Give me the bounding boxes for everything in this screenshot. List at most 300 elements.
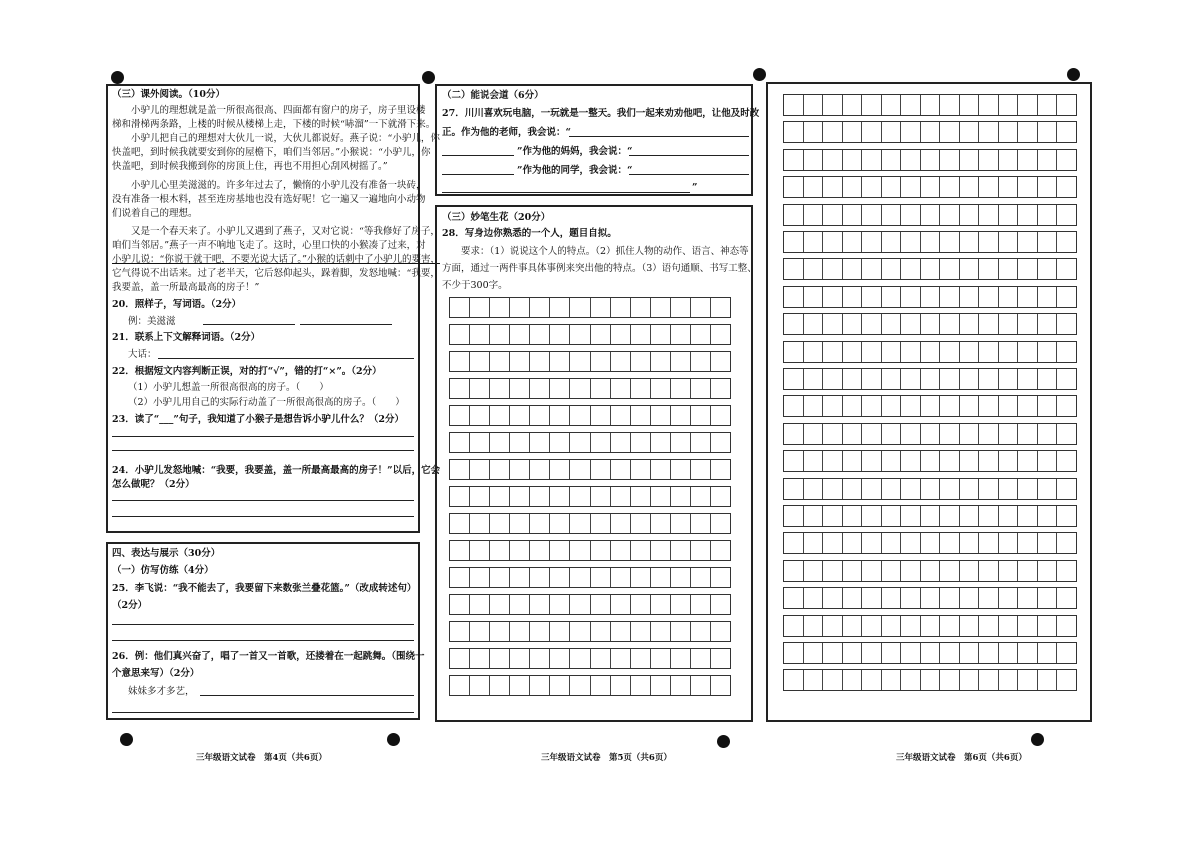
grid-cell[interactable] (979, 369, 999, 389)
grid-cell[interactable] (784, 122, 804, 142)
grid-cell[interactable] (804, 342, 824, 362)
grid-cell[interactable] (490, 568, 510, 587)
grid-cell[interactable] (550, 406, 570, 425)
grid-cell[interactable] (979, 616, 999, 636)
grid-cell[interactable] (784, 232, 804, 252)
grid-cell[interactable] (1018, 643, 1038, 663)
grid-cell[interactable] (651, 352, 671, 371)
grid-cell[interactable] (1018, 588, 1038, 608)
grid-cell[interactable] (804, 232, 824, 252)
grid-cell[interactable] (490, 514, 510, 533)
grid-cell[interactable] (611, 352, 631, 371)
grid-cell[interactable] (901, 451, 921, 471)
grid-cell[interactable] (570, 622, 590, 641)
grid-cell[interactable] (1018, 396, 1038, 416)
grid-cell[interactable] (804, 588, 824, 608)
grid-cell[interactable] (921, 232, 941, 252)
grid-cell[interactable] (960, 424, 980, 444)
grid-cell[interactable] (470, 298, 490, 317)
grid-cell[interactable] (1038, 424, 1058, 444)
grid-cell[interactable] (591, 514, 611, 533)
grid-cell[interactable] (862, 506, 882, 526)
grid-cell[interactable] (862, 561, 882, 581)
grid-cell[interactable] (921, 205, 941, 225)
grid-cell[interactable] (804, 561, 824, 581)
grid-cell[interactable] (671, 676, 691, 695)
grid-cell[interactable] (470, 352, 490, 371)
answer-line[interactable] (569, 136, 749, 137)
grid-cell[interactable] (784, 342, 804, 362)
grid-cell[interactable] (530, 649, 550, 668)
grid-cell[interactable] (843, 506, 863, 526)
grid-cell[interactable] (1018, 533, 1038, 553)
grid-cell[interactable] (882, 150, 902, 170)
grid-cell[interactable] (711, 325, 730, 344)
grid-cell[interactable] (570, 595, 590, 614)
grid-cell[interactable] (1038, 122, 1058, 142)
grid-cell[interactable] (711, 595, 730, 614)
grid-cell[interactable] (550, 541, 570, 560)
grid-cell[interactable] (843, 451, 863, 471)
grid-cell[interactable] (510, 568, 530, 587)
grid-cell[interactable] (570, 541, 590, 560)
grid-cell[interactable] (960, 287, 980, 307)
grid-cell[interactable] (691, 568, 711, 587)
answer-line[interactable] (158, 358, 414, 359)
grid-cell[interactable] (591, 541, 611, 560)
grid-cell[interactable] (1038, 643, 1058, 663)
grid-cell[interactable] (1038, 342, 1058, 362)
grid-cell[interactable] (591, 406, 611, 425)
grid-cell[interactable] (550, 487, 570, 506)
grid-cell[interactable] (843, 287, 863, 307)
grid-cell[interactable] (1038, 150, 1058, 170)
grid-cell[interactable] (570, 379, 590, 398)
grid-cell[interactable] (823, 670, 843, 690)
grid-cell[interactable] (570, 460, 590, 479)
grid-cell[interactable] (921, 314, 941, 334)
grid-cell[interactable] (651, 298, 671, 317)
grid-cell[interactable] (784, 479, 804, 499)
grid-cell[interactable] (651, 568, 671, 587)
grid-cell[interactable] (862, 122, 882, 142)
grid-cell[interactable] (671, 649, 691, 668)
grid-cell[interactable] (784, 205, 804, 225)
grid-cell[interactable] (450, 541, 470, 560)
grid-cell[interactable] (550, 379, 570, 398)
grid-cell[interactable] (999, 616, 1019, 636)
grid-cell[interactable] (450, 676, 470, 695)
grid-cell[interactable] (979, 396, 999, 416)
grid-cell[interactable] (611, 676, 631, 695)
grid-cell[interactable] (470, 676, 490, 695)
grid-cell[interactable] (901, 506, 921, 526)
grid-cell[interactable] (979, 643, 999, 663)
grid-cell[interactable] (862, 177, 882, 197)
grid-cell[interactable] (671, 433, 691, 452)
grid-cell[interactable] (450, 406, 470, 425)
grid-cell[interactable] (691, 649, 711, 668)
grid-cell[interactable] (470, 595, 490, 614)
grid-cell[interactable] (510, 622, 530, 641)
grid-cell[interactable] (510, 352, 530, 371)
grid-cell[interactable] (823, 205, 843, 225)
grid-cell[interactable] (651, 595, 671, 614)
grid-cell[interactable] (901, 616, 921, 636)
grid-cell[interactable] (999, 259, 1019, 279)
grid-cell[interactable] (450, 298, 470, 317)
grid-cell[interactable] (1018, 259, 1038, 279)
grid-cell[interactable] (999, 451, 1019, 471)
grid-cell[interactable] (882, 314, 902, 334)
grid-cell[interactable] (1038, 287, 1058, 307)
grid-cell[interactable] (671, 622, 691, 641)
grid-cell[interactable] (1057, 150, 1076, 170)
grid-cell[interactable] (1018, 670, 1038, 690)
grid-cell[interactable] (979, 177, 999, 197)
grid-cell[interactable] (979, 122, 999, 142)
grid-cell[interactable] (651, 487, 671, 506)
grid-cell[interactable] (631, 541, 651, 560)
grid-cell[interactable] (862, 342, 882, 362)
grid-cell[interactable] (921, 396, 941, 416)
grid-cell[interactable] (882, 369, 902, 389)
grid-cell[interactable] (490, 379, 510, 398)
grid-cell[interactable] (570, 406, 590, 425)
grid-cell[interactable] (940, 424, 960, 444)
grid-cell[interactable] (1018, 314, 1038, 334)
grid-cell[interactable] (823, 424, 843, 444)
grid-cell[interactable] (530, 325, 550, 344)
grid-cell[interactable] (450, 460, 470, 479)
grid-cell[interactable] (960, 479, 980, 499)
grid-cell[interactable] (804, 287, 824, 307)
answer-line[interactable] (112, 516, 414, 517)
grid-cell[interactable] (921, 533, 941, 553)
grid-cell[interactable] (921, 643, 941, 663)
grid-cell[interactable] (901, 232, 921, 252)
grid-cell[interactable] (960, 232, 980, 252)
grid-cell[interactable] (921, 561, 941, 581)
grid-cell[interactable] (651, 460, 671, 479)
grid-cell[interactable] (823, 533, 843, 553)
grid-cell[interactable] (651, 622, 671, 641)
answer-line[interactable] (112, 624, 414, 625)
grid-cell[interactable] (804, 479, 824, 499)
grid-cell[interactable] (843, 479, 863, 499)
grid-cell[interactable] (999, 342, 1019, 362)
grid-cell[interactable] (1057, 424, 1076, 444)
grid-cell[interactable] (1038, 670, 1058, 690)
grid-cell[interactable] (940, 314, 960, 334)
grid-cell[interactable] (591, 595, 611, 614)
grid-cell[interactable] (804, 533, 824, 553)
grid-cell[interactable] (1038, 177, 1058, 197)
grid-cell[interactable] (651, 379, 671, 398)
grid-cell[interactable] (823, 177, 843, 197)
grid-cell[interactable] (1057, 122, 1076, 142)
grid-cell[interactable] (450, 622, 470, 641)
grid-cell[interactable] (940, 177, 960, 197)
grid-cell[interactable] (882, 259, 902, 279)
grid-cell[interactable] (570, 676, 590, 695)
grid-cell[interactable] (1018, 424, 1038, 444)
grid-cell[interactable] (979, 479, 999, 499)
grid-cell[interactable] (550, 568, 570, 587)
grid-cell[interactable] (960, 177, 980, 197)
grid-cell[interactable] (882, 561, 902, 581)
grid-cell[interactable] (1057, 369, 1076, 389)
grid-cell[interactable] (999, 424, 1019, 444)
grid-cell[interactable] (490, 433, 510, 452)
grid-cell[interactable] (1057, 95, 1076, 115)
grid-cell[interactable] (862, 670, 882, 690)
grid-cell[interactable] (843, 643, 863, 663)
grid-cell[interactable] (784, 95, 804, 115)
grid-cell[interactable] (631, 379, 651, 398)
grid-cell[interactable] (999, 205, 1019, 225)
grid-cell[interactable] (530, 487, 550, 506)
grid-cell[interactable] (591, 379, 611, 398)
grid-cell[interactable] (470, 487, 490, 506)
grid-cell[interactable] (784, 259, 804, 279)
grid-cell[interactable] (711, 622, 730, 641)
grid-cell[interactable] (1038, 95, 1058, 115)
grid-cell[interactable] (999, 588, 1019, 608)
grid-cell[interactable] (611, 541, 631, 560)
grid-cell[interactable] (510, 595, 530, 614)
grid-cell[interactable] (631, 514, 651, 533)
grid-cell[interactable] (530, 595, 550, 614)
grid-cell[interactable] (611, 379, 631, 398)
grid-cell[interactable] (921, 451, 941, 471)
grid-cell[interactable] (671, 325, 691, 344)
grid-cell[interactable] (510, 514, 530, 533)
grid-cell[interactable] (510, 298, 530, 317)
grid-cell[interactable] (691, 352, 711, 371)
grid-cell[interactable] (1057, 506, 1076, 526)
grid-cell[interactable] (804, 259, 824, 279)
grid-cell[interactable] (882, 451, 902, 471)
grid-cell[interactable] (882, 95, 902, 115)
grid-cell[interactable] (591, 433, 611, 452)
grid-cell[interactable] (960, 150, 980, 170)
grid-cell[interactable] (550, 676, 570, 695)
answer-line[interactable] (112, 450, 414, 451)
composition-grid[interactable] (783, 94, 1077, 696)
answer-line[interactable] (112, 436, 414, 437)
grid-cell[interactable] (882, 533, 902, 553)
grid-cell[interactable] (450, 595, 470, 614)
grid-cell[interactable] (530, 433, 550, 452)
grid-cell[interactable] (691, 433, 711, 452)
grid-cell[interactable] (591, 649, 611, 668)
grid-cell[interactable] (940, 643, 960, 663)
grid-cell[interactable] (784, 150, 804, 170)
grid-cell[interactable] (823, 150, 843, 170)
grid-cell[interactable] (1018, 232, 1038, 252)
grid-cell[interactable] (999, 396, 1019, 416)
grid-cell[interactable] (510, 433, 530, 452)
grid-cell[interactable] (591, 622, 611, 641)
grid-cell[interactable] (999, 150, 1019, 170)
grid-cell[interactable] (843, 424, 863, 444)
grid-cell[interactable] (550, 325, 570, 344)
grid-cell[interactable] (711, 298, 730, 317)
grid-cell[interactable] (631, 622, 651, 641)
grid-cell[interactable] (510, 379, 530, 398)
grid-cell[interactable] (804, 616, 824, 636)
grid-cell[interactable] (921, 150, 941, 170)
grid-cell[interactable] (490, 676, 510, 695)
grid-cell[interactable] (631, 325, 651, 344)
grid-cell[interactable] (999, 670, 1019, 690)
grid-cell[interactable] (591, 568, 611, 587)
grid-cell[interactable] (784, 588, 804, 608)
grid-cell[interactable] (823, 259, 843, 279)
grid-cell[interactable] (1057, 643, 1076, 663)
grid-cell[interactable] (1018, 506, 1038, 526)
grid-cell[interactable] (691, 622, 711, 641)
grid-cell[interactable] (1038, 205, 1058, 225)
grid-cell[interactable] (1057, 259, 1076, 279)
grid-cell[interactable] (999, 95, 1019, 115)
grid-cell[interactable] (882, 342, 902, 362)
grid-cell[interactable] (631, 460, 651, 479)
grid-cell[interactable] (784, 616, 804, 636)
grid-cell[interactable] (450, 487, 470, 506)
grid-cell[interactable] (611, 433, 631, 452)
grid-cell[interactable] (784, 561, 804, 581)
grid-cell[interactable] (940, 95, 960, 115)
grid-cell[interactable] (862, 396, 882, 416)
grid-cell[interactable] (530, 379, 550, 398)
grid-cell[interactable] (671, 406, 691, 425)
grid-cell[interactable] (591, 487, 611, 506)
grid-cell[interactable] (823, 95, 843, 115)
grid-cell[interactable] (671, 379, 691, 398)
grid-cell[interactable] (631, 676, 651, 695)
grid-cell[interactable] (530, 406, 550, 425)
grid-cell[interactable] (784, 643, 804, 663)
grid-cell[interactable] (1038, 314, 1058, 334)
answer-line[interactable] (629, 174, 749, 175)
grid-cell[interactable] (651, 325, 671, 344)
grid-cell[interactable] (940, 369, 960, 389)
grid-cell[interactable] (611, 649, 631, 668)
grid-cell[interactable] (691, 298, 711, 317)
grid-cell[interactable] (843, 150, 863, 170)
grid-cell[interactable] (882, 616, 902, 636)
grid-cell[interactable] (711, 568, 730, 587)
grid-cell[interactable] (651, 406, 671, 425)
grid-cell[interactable] (823, 396, 843, 416)
grid-cell[interactable] (691, 595, 711, 614)
grid-cell[interactable] (1057, 396, 1076, 416)
grid-cell[interactable] (631, 487, 651, 506)
grid-cell[interactable] (510, 676, 530, 695)
grid-cell[interactable] (804, 314, 824, 334)
grid-cell[interactable] (862, 424, 882, 444)
grid-cell[interactable] (960, 314, 980, 334)
grid-cell[interactable] (490, 298, 510, 317)
grid-cell[interactable] (550, 622, 570, 641)
grid-cell[interactable] (940, 451, 960, 471)
grid-cell[interactable] (490, 325, 510, 344)
grid-cell[interactable] (999, 643, 1019, 663)
grid-cell[interactable] (882, 122, 902, 142)
grid-cell[interactable] (1038, 588, 1058, 608)
grid-cell[interactable] (862, 287, 882, 307)
grid-cell[interactable] (979, 314, 999, 334)
grid-cell[interactable] (1057, 342, 1076, 362)
grid-cell[interactable] (1018, 150, 1038, 170)
grid-cell[interactable] (843, 616, 863, 636)
grid-cell[interactable] (862, 369, 882, 389)
grid-cell[interactable] (510, 541, 530, 560)
grid-cell[interactable] (470, 325, 490, 344)
grid-cell[interactable] (843, 369, 863, 389)
grid-cell[interactable] (1057, 205, 1076, 225)
grid-cell[interactable] (611, 514, 631, 533)
grid-cell[interactable] (862, 205, 882, 225)
grid-cell[interactable] (784, 177, 804, 197)
grid-cell[interactable] (711, 541, 730, 560)
answer-line[interactable] (300, 324, 392, 325)
grid-cell[interactable] (901, 122, 921, 142)
grid-cell[interactable] (530, 460, 550, 479)
grid-cell[interactable] (1038, 369, 1058, 389)
grid-cell[interactable] (862, 232, 882, 252)
grid-cell[interactable] (691, 460, 711, 479)
grid-cell[interactable] (999, 561, 1019, 581)
grid-cell[interactable] (960, 451, 980, 471)
grid-cell[interactable] (611, 325, 631, 344)
grid-cell[interactable] (550, 460, 570, 479)
grid-cell[interactable] (470, 568, 490, 587)
grid-cell[interactable] (671, 514, 691, 533)
grid-cell[interactable] (862, 95, 882, 115)
grid-cell[interactable] (711, 676, 730, 695)
grid-cell[interactable] (651, 514, 671, 533)
grid-cell[interactable] (530, 541, 550, 560)
grid-cell[interactable] (960, 533, 980, 553)
grid-cell[interactable] (570, 325, 590, 344)
grid-cell[interactable] (490, 622, 510, 641)
grid-cell[interactable] (843, 396, 863, 416)
grid-cell[interactable] (591, 460, 611, 479)
grid-cell[interactable] (470, 622, 490, 641)
grid-cell[interactable] (784, 451, 804, 471)
grid-cell[interactable] (960, 95, 980, 115)
grid-cell[interactable] (1057, 479, 1076, 499)
grid-cell[interactable] (843, 232, 863, 252)
grid-cell[interactable] (591, 676, 611, 695)
grid-cell[interactable] (843, 122, 863, 142)
grid-cell[interactable] (1038, 561, 1058, 581)
grid-cell[interactable] (550, 352, 570, 371)
grid-cell[interactable] (510, 325, 530, 344)
grid-cell[interactable] (671, 568, 691, 587)
grid-cell[interactable] (671, 487, 691, 506)
grid-cell[interactable] (940, 232, 960, 252)
grid-cell[interactable] (631, 433, 651, 452)
grid-cell[interactable] (999, 479, 1019, 499)
grid-cell[interactable] (570, 298, 590, 317)
grid-cell[interactable] (901, 369, 921, 389)
grid-cell[interactable] (470, 433, 490, 452)
grid-cell[interactable] (960, 342, 980, 362)
